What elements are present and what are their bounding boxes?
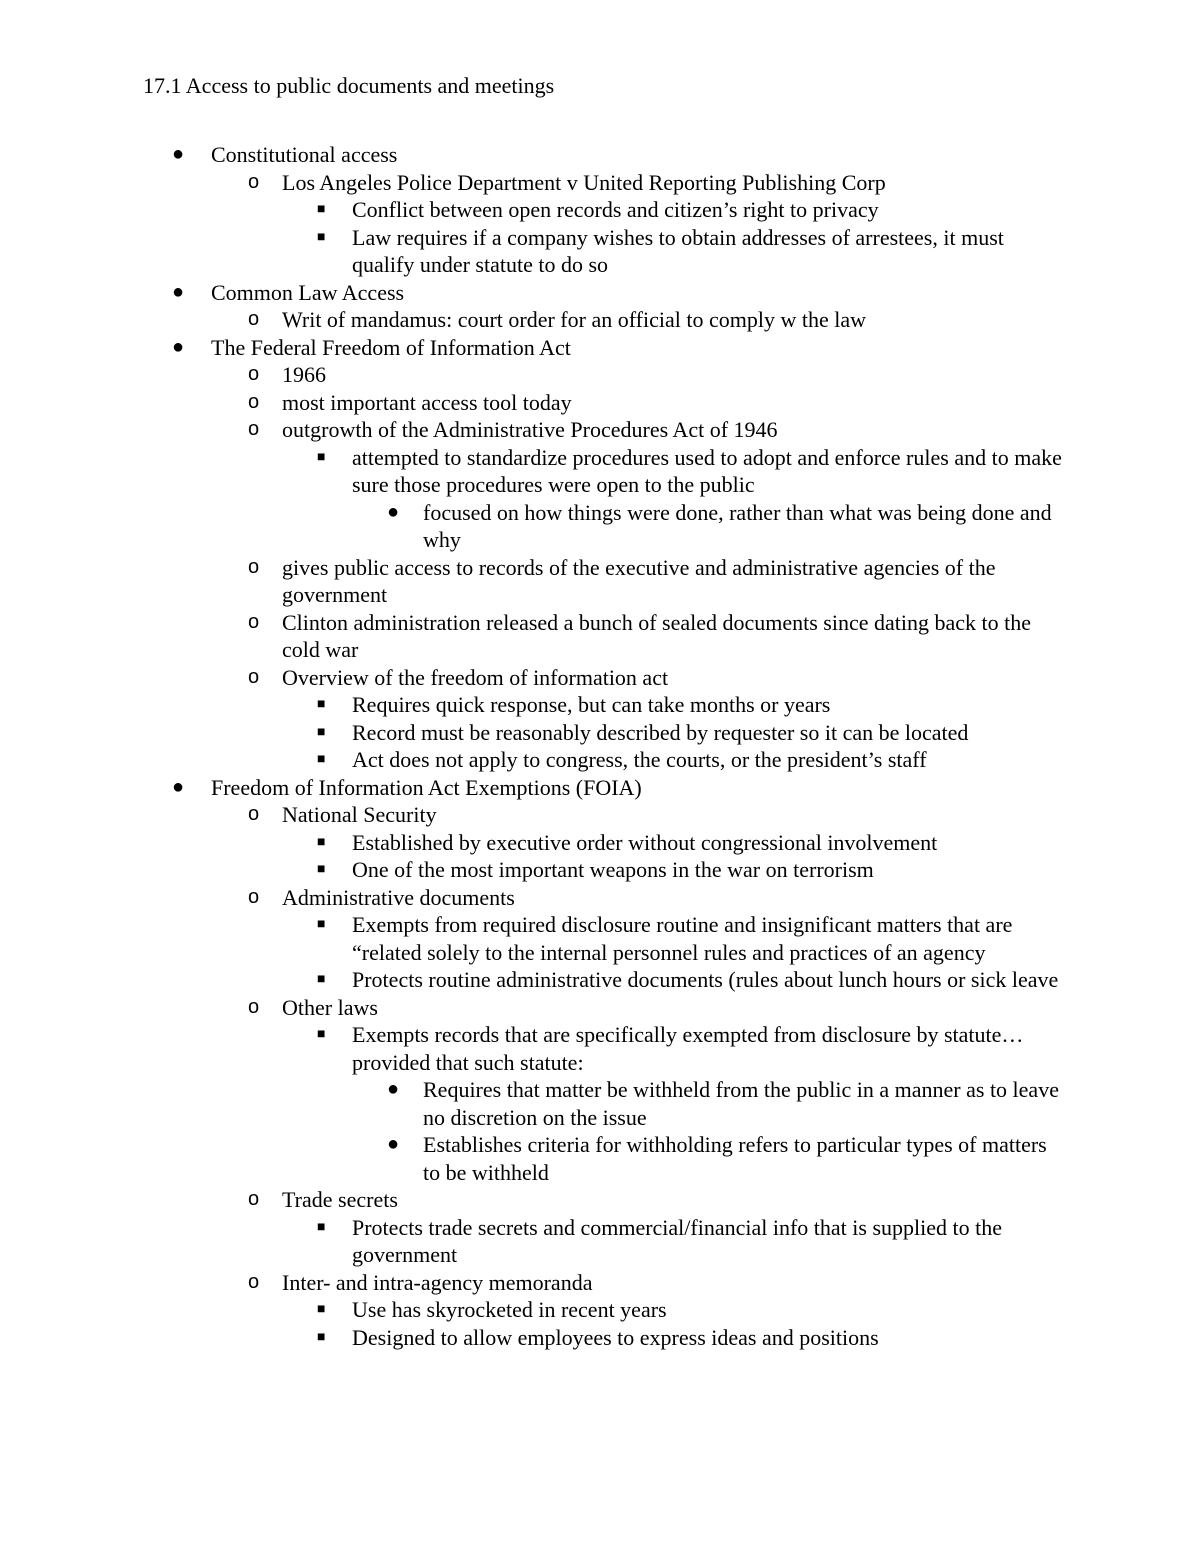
outline-item-text: Common Law Access: [211, 279, 405, 305]
outline-item-text: Exempts from required disclosure routine and insignificant matters that are “related solely to the internal personnel rules and practices of an agency: [352, 912, 1013, 965]
outline-item-level-2: [0, 884, 1200, 912]
outline-list: [0, 141, 1200, 1351]
outline-item-level-3: [0, 444, 1200, 499]
outline-item-text: One of the most important weapons in the war on terrorism: [352, 857, 874, 882]
outline-item-level-3: [0, 966, 1200, 994]
outline-item-text: Established by executive order without congressional involvement: [352, 829, 938, 855]
bullet-marker: o: [248, 885, 260, 908]
bullet-marker: ●: [172, 775, 185, 798]
bullet-marker: ■: [317, 697, 326, 712]
outline-item-text: Record must be reasonably described by requester so it can be located: [352, 719, 969, 745]
outline-item-text: Los Angeles Police Department v United Reporting Publishing Corp: [282, 169, 886, 195]
outline-item-text: Use has skyrocketed in recent years: [352, 1297, 667, 1322]
bullet-marker: o: [248, 555, 260, 578]
outline-item-text: attempted to standardize procedures used to adopt and enforce rules and to make sure those procedures were open to the public: [352, 444, 1062, 497]
bullet-marker: ●: [387, 1133, 400, 1155]
outline-item-text: gives public access to records of the executive and administrative agencies of the government: [282, 554, 996, 607]
outline-item-level-3: [0, 856, 1200, 884]
outline-item-level-2: [0, 609, 1200, 664]
outline-item-level-2: [0, 1269, 1200, 1297]
bullet-marker: ■: [317, 862, 326, 877]
outline-item-level-3: [0, 1324, 1200, 1352]
bullet-marker: ■: [317, 834, 326, 850]
outline-item-level-3: [0, 1021, 1200, 1076]
outline-item-level-1: [0, 334, 1200, 362]
bullet-marker: o: [248, 610, 260, 633]
bullet-marker: ■: [317, 202, 326, 217]
outline-item-text: Administrative documents: [282, 884, 515, 910]
bullet-marker: ■: [317, 229, 326, 245]
outline-item-text: Establishes criteria for withholding refers to particular types of matters to be withheld: [423, 1132, 1047, 1185]
outline-item-text: most important access tool today: [282, 389, 572, 415]
outline-item-text: Protects trade secrets and commercial/financial info that is supplied to the government: [352, 1214, 1003, 1267]
outline-item-text: Writ of mandamus: court order for an official to comply w the law: [282, 307, 866, 332]
outline-item-level-2: [0, 416, 1200, 444]
outline-item-level-4: [0, 499, 1200, 554]
bullet-marker: o: [248, 418, 260, 440]
outline-item-level-3: [0, 691, 1200, 719]
outline-item-text: Clinton administration released a bunch of sealed documents since dating back to the cold war: [282, 609, 1032, 662]
outline-item-text: Conflict between open records and citizen’s right to privacy: [352, 197, 879, 222]
outline-item-level-1: [0, 774, 1200, 802]
bullet-marker: o: [248, 1188, 260, 1210]
outline-item-level-3: [0, 719, 1200, 747]
outline-item-text: Designed to allow employees to express ideas and positions: [352, 1324, 879, 1350]
bullet-marker: ●: [387, 1078, 400, 1100]
outline-item-level-2: [0, 306, 1200, 334]
outline-item-level-1: [0, 279, 1200, 307]
bullet-marker: ■: [317, 449, 326, 465]
outline-item-level-4: [0, 1076, 1200, 1131]
outline-item-text: Trade secrets: [282, 1187, 398, 1212]
bullet-marker: ■: [317, 917, 326, 932]
outline-item-level-1: [0, 141, 1200, 169]
outline-item-text: Law requires if a company wishes to obtain addresses of arrestees, it must qualify under statute to do so: [352, 224, 1004, 277]
outline-item-text: Exempts records that are specifically exempted from disclosure by statute… provided that such statute:: [352, 1022, 1024, 1075]
outline-item-text: Freedom of Information Act Exemptions (FOIA): [211, 774, 642, 800]
bullet-marker: o: [248, 363, 260, 385]
outline-item-text: Constitutional access: [211, 142, 398, 167]
bullet-marker: o: [248, 665, 260, 688]
outline-item-text: focused on how things were done, rather than what was being done and why: [423, 499, 1052, 552]
bullet-marker: ■: [317, 1219, 326, 1235]
bullet-marker: o: [248, 803, 260, 825]
bullet-marker: ■: [317, 752, 326, 767]
bullet-marker: o: [248, 995, 260, 1018]
bullet-marker: ■: [317, 1027, 326, 1042]
outline-item-text: Overview of the freedom of information act: [282, 664, 669, 690]
outline-item-text: 1966: [282, 362, 326, 387]
outline-item-level-3: [0, 1296, 1200, 1324]
bullet-marker: ●: [172, 143, 185, 165]
bullet-marker: ●: [387, 500, 400, 523]
outline-item-level-2: [0, 389, 1200, 417]
bullet-marker: ●: [172, 280, 185, 303]
outline-item-level-3: [0, 829, 1200, 857]
bullet-marker: ■: [317, 1329, 326, 1345]
outline-item-level-3: [0, 911, 1200, 966]
outline-item-text: Other laws: [282, 994, 378, 1020]
outline-item-text: Requires quick response, but can take months or years: [352, 692, 831, 717]
outline-item-level-3: [0, 224, 1200, 279]
outline-item-level-2: [0, 664, 1200, 692]
bullet-marker: o: [248, 1270, 260, 1293]
outline-item-text: Act does not apply to congress, the courts, or the president’s staff: [352, 747, 927, 772]
outline-item-level-3: [0, 1214, 1200, 1269]
outline-item-level-3: [0, 196, 1200, 224]
bullet-marker: ■: [317, 724, 326, 740]
bullet-marker: ■: [317, 1302, 326, 1317]
outline-item-text: National Security: [282, 802, 437, 827]
bullet-marker: o: [248, 390, 260, 413]
bullet-marker: o: [248, 308, 260, 330]
bullet-marker: o: [248, 170, 260, 193]
outline-item-level-4: [0, 1131, 1200, 1186]
outline-item-level-2: [0, 361, 1200, 389]
outline-item-text: The Federal Freedom of Information Act: [211, 334, 571, 360]
outline-item-text: Inter- and intra-agency memoranda: [282, 1269, 593, 1295]
page-title: 17.1 Access to public documents and meetings: [143, 73, 555, 98]
bullet-marker: ■: [317, 972, 326, 987]
outline-item-level-2: [0, 554, 1200, 609]
outline-item-level-2: [0, 1186, 1200, 1214]
outline-item-level-2: [0, 801, 1200, 829]
outline-item-text: outgrowth of the Administrative Procedures Act of 1946: [282, 417, 778, 442]
outline-item-level-2: [0, 994, 1200, 1022]
outline-item-text: Requires that matter be withheld from the public in a manner as to leave no discretion on the issue: [423, 1077, 1059, 1130]
outline-item-text: Protects routine administrative documents (rules about lunch hours or sick leave: [352, 967, 1059, 992]
bullet-marker: ●: [172, 335, 185, 358]
outline-item-level-2: [0, 169, 1200, 197]
outline-item-level-3: [0, 746, 1200, 774]
